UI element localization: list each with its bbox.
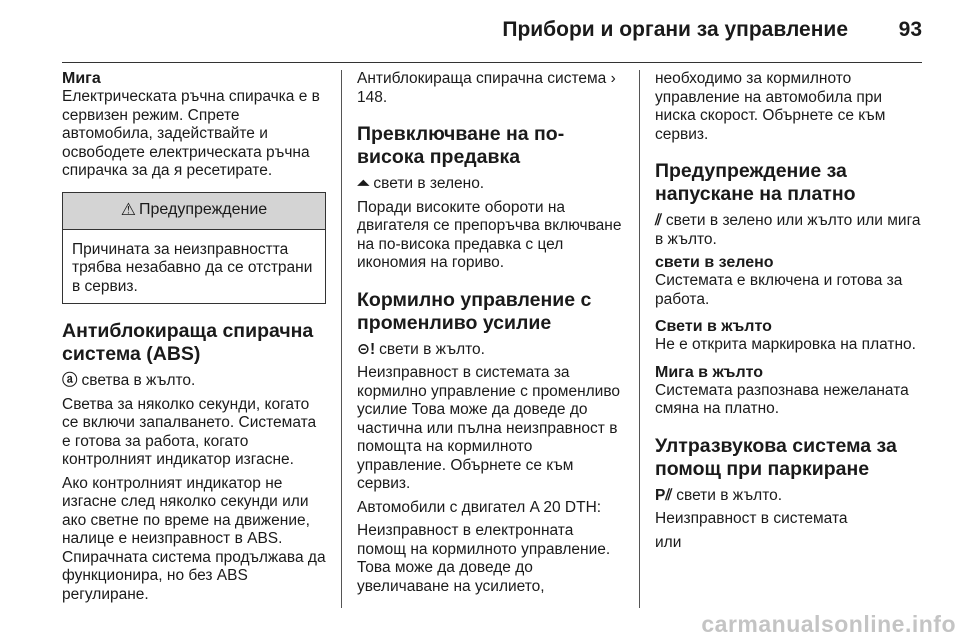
blink-text: Електрическата ръчна спирачка е в сервизен режим. Спрете автомобила, задействайте и освободете електрическата ръчна спирачка за да я ресетирате.: [62, 88, 320, 179]
yellow-heading: Свети в жълто: [655, 318, 772, 335]
abs-paragraph-2: Ако контролният индикатор не изгасне след няколко секунди или ако светне по време на движение, налице е неизправност в ABS. Спирачната система продължава да функционира, но без ABS регулиране.: [62, 474, 326, 603]
column-2: [357, 70, 625, 601]
parking-lit-line: P⫽ свети в жълто.: [655, 486, 783, 504]
upshift-lit-line: ⏶ свети в зелено.: [357, 175, 485, 192]
green-text: Системата е включена и готова за работа.: [655, 272, 903, 308]
blink-yellow-heading: Мига в жълто: [655, 363, 764, 381]
steering-heading: Кормилно управление с променливо усилие: [357, 288, 592, 334]
warning-triangle-icon: ⚠: [120, 200, 137, 220]
warning-title: Предупреждение: [139, 201, 268, 219]
steering-paragraph-2: Автомобили с двигател A 20 DTH:: [357, 498, 602, 516]
blink-heading: Мига: [62, 70, 101, 87]
parking-paragraph-1: Неизправност в системата: [655, 510, 848, 527]
upshift-paragraph: Поради високите обороти на двигателя се препоръчва включване на по-висока предавка с цел икономия на гориво.: [357, 198, 622, 271]
steering-paragraph-1: Неизправност в системата за кормилно управление с променливо усилие Това може да доведе до частична или пълна неизправност в помощта на кормилното управление. Обърнете се към сервиз.: [357, 364, 621, 492]
parking-heading: Ултразвукова система за помощ при паркиране: [655, 434, 897, 480]
continued-paragraph: необходимо за кормилното управление на автомобила при ниска скорост. Обърнете се към сервиз.: [655, 70, 886, 143]
abs-icon: ⓐ: [62, 372, 78, 389]
header-rule: [62, 62, 922, 63]
parking-assist-icon: P⫽: [655, 486, 673, 504]
page-header: [0, 0, 960, 62]
yellow-text: Не е открита маркировка на платно.: [655, 336, 916, 353]
page-title: Прибори и органи за управление: [502, 18, 848, 41]
abs-heading: Антиблокираща спирачна система (ABS): [62, 320, 314, 365]
column-1: [62, 70, 326, 609]
steering-paragraph-3: Неизправност в електронната помощ на кормилното управление. Това може да доведе до увеличаване на усилието,: [357, 522, 611, 595]
warning-header: [63, 193, 325, 230]
page-number: 93: [898, 18, 922, 41]
warning-box: [62, 192, 326, 305]
abs-lit-line: ⓐ светва в жълто.: [62, 372, 196, 389]
green-heading: свети в зелено: [655, 254, 774, 271]
lane-lit-line: ⫽ свети в зелено или жълто или мига в жълто.: [655, 212, 921, 248]
parking-paragraph-2: или: [655, 533, 682, 551]
upshift-heading: Превключване на по-висока предавка: [357, 123, 565, 168]
page-ref-icon: ›: [610, 70, 616, 87]
lane-departure-icon: ⫽: [655, 212, 662, 229]
abs-reference: Антиблокираща спирачна система › 148.: [357, 70, 616, 106]
lane-heading: Предупреждение за напускане на платно: [655, 160, 856, 205]
column-divider: [341, 70, 342, 608]
steering-lit-line: ⊝! свети в жълто.: [357, 340, 485, 358]
abs-paragraph-1: Светва за няколко секунди, когато се включи запалването. Системата е готова за работа, когато контролният индикатор изгасне.: [62, 395, 317, 468]
upshift-arrow-icon: ⏶: [357, 175, 370, 192]
steering-fault-icon: ⊝!: [357, 340, 376, 358]
column-3: [655, 70, 925, 557]
blink-yellow-text: Системата разпознава нежеланата смяна на платно.: [655, 381, 909, 417]
warning-text: Причината за неизправността трябва незабавно да се отстрани в сервиз.: [72, 240, 313, 295]
watermark: carmanualsonline.info: [701, 611, 956, 637]
column-divider: [639, 70, 640, 608]
